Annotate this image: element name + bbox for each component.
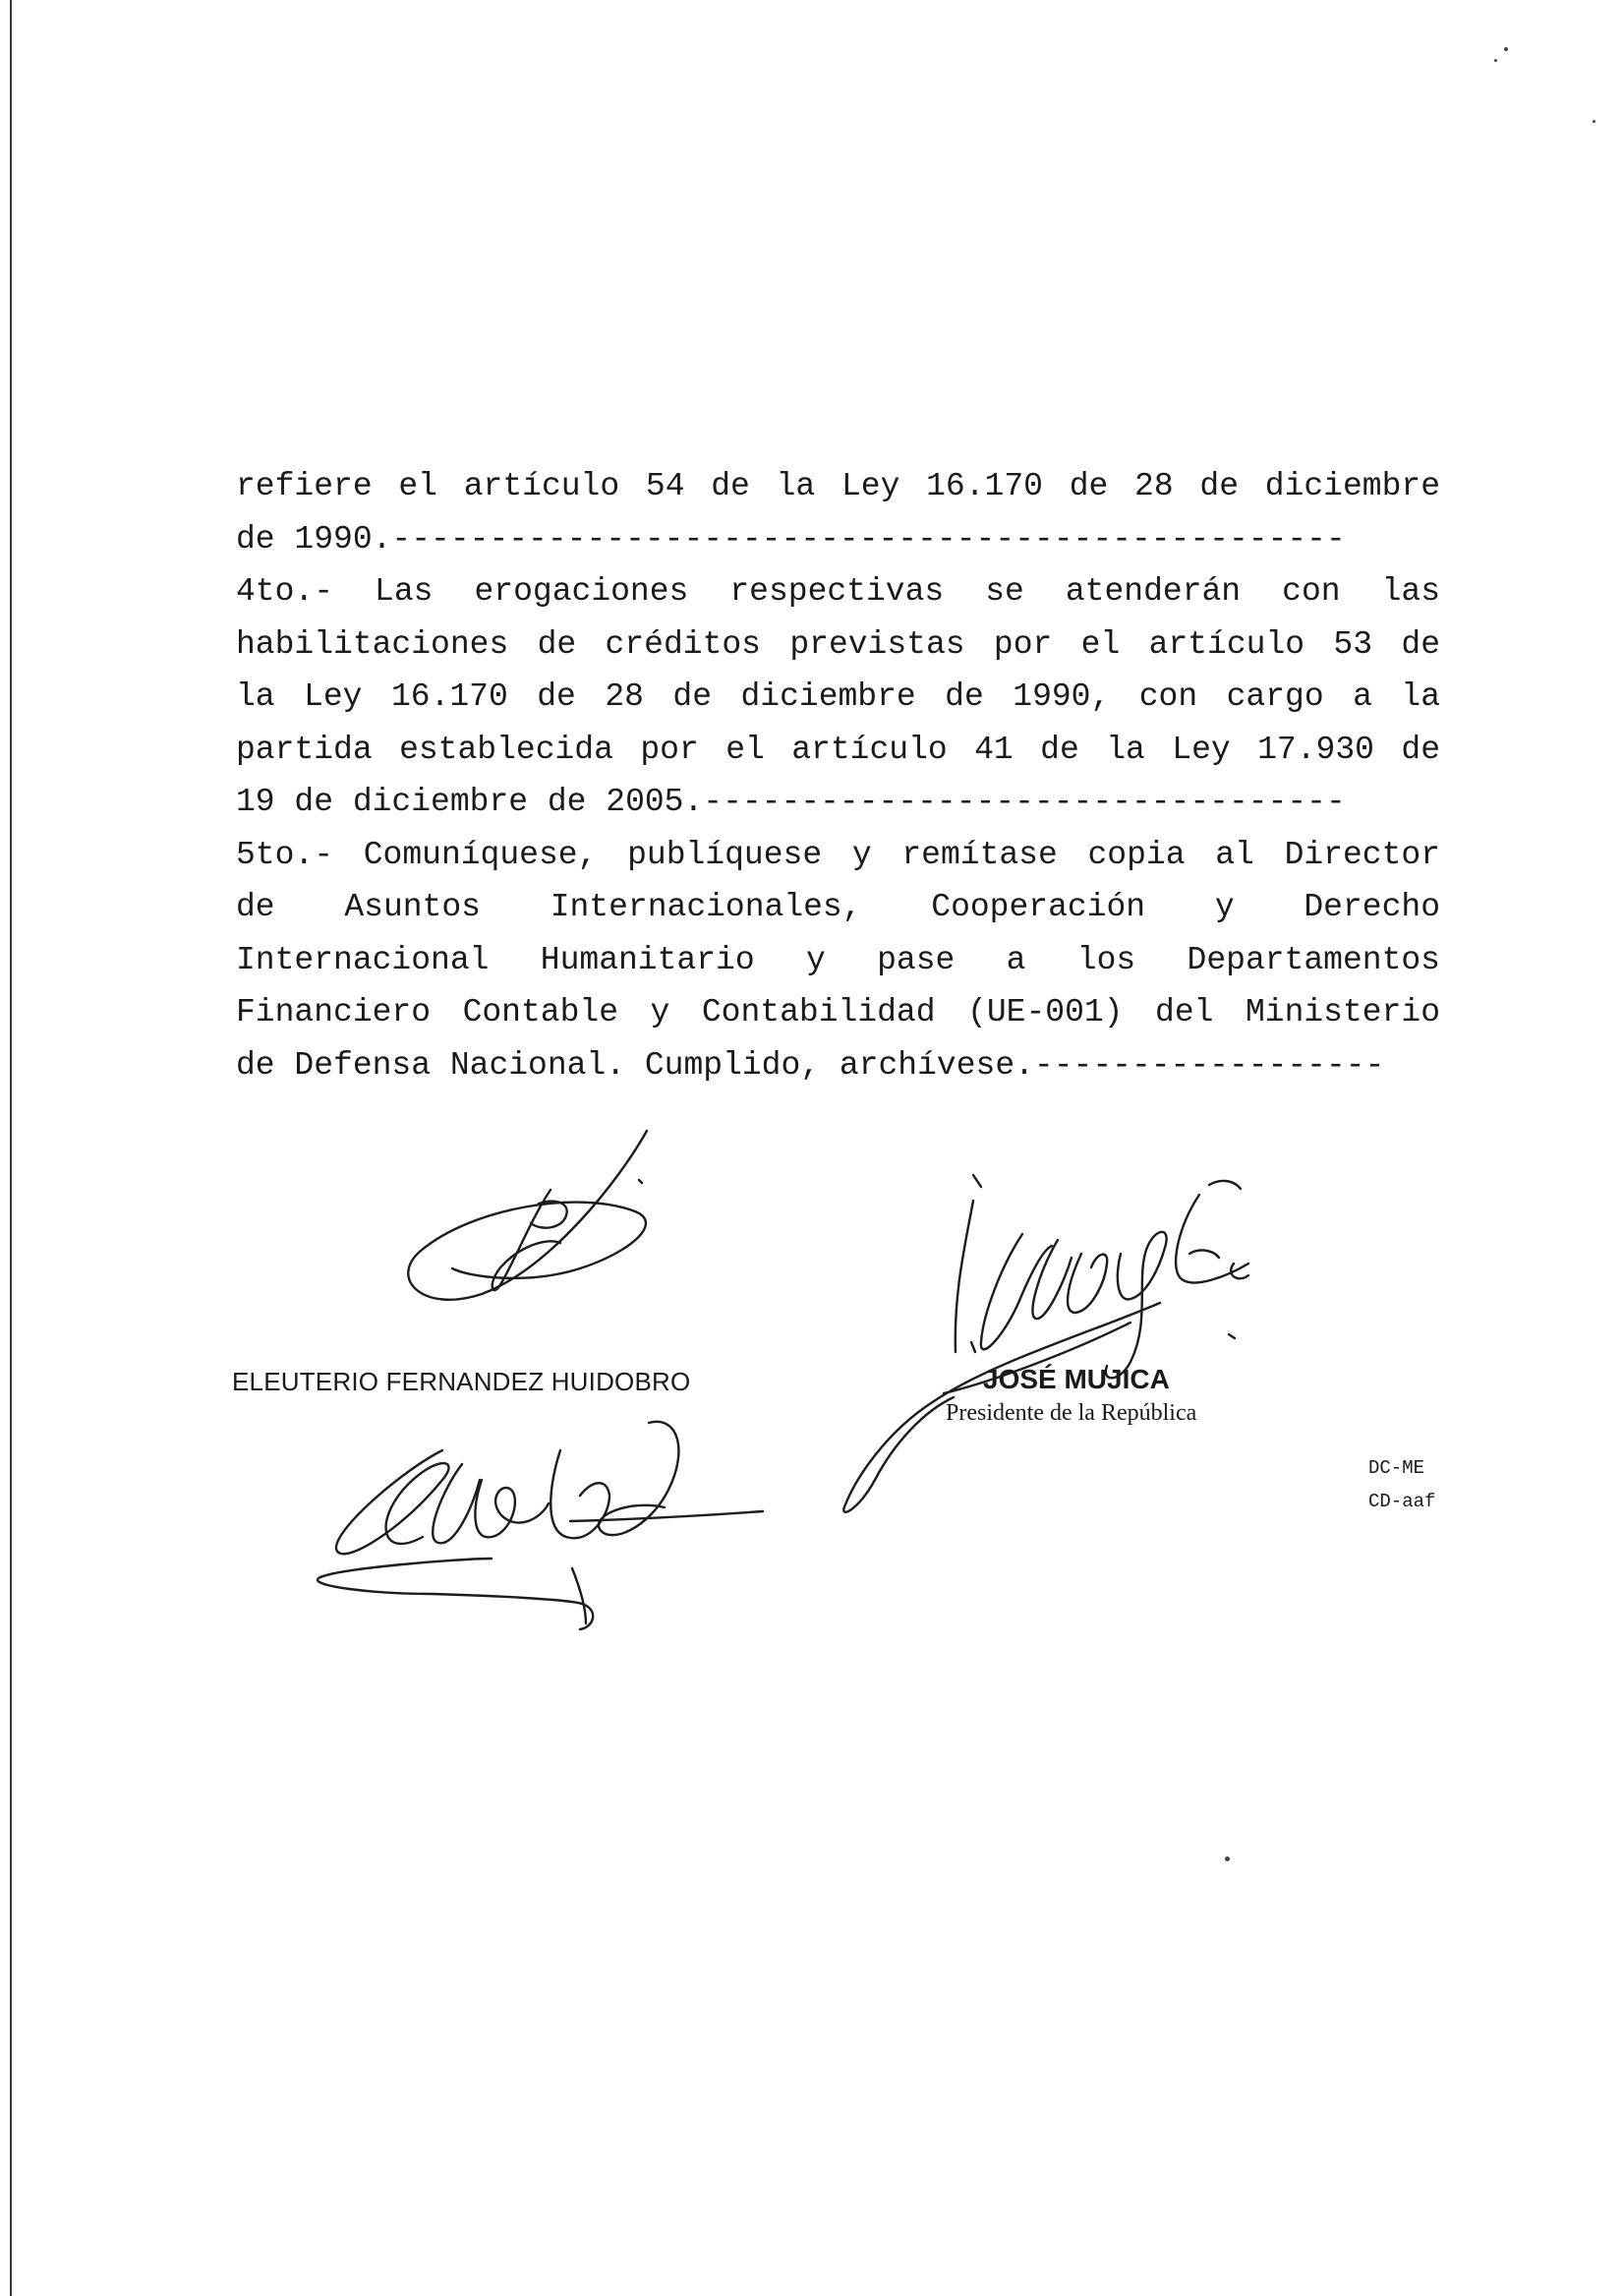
signatory-title-right: Presidente de la República: [946, 1400, 1197, 1426]
body-line-3: 4to.- Las erogaciones respectivas se atenderán con las: [236, 573, 1440, 610]
body-line-4: habilitaciones de créditos previstas por el artículo 53 de: [236, 625, 1440, 663]
signatory-name-left: ELEUTERIO FERNANDEZ HUIDOBRO: [232, 1367, 691, 1396]
scan-border-line: [10, 0, 12, 2296]
body-line-8: 5to.- Comuníquese, publíquese y remítase copia al Director: [236, 836, 1440, 873]
reference-code-2: CD-aaf: [1368, 1491, 1436, 1512]
body-line-11: Financiero Contable y Contabilidad (UE-001) del Ministerio: [236, 994, 1440, 1030]
signature-left-bottom: [315, 1421, 777, 1637]
body-line-10: Internacional Humanitario y pase a los Departamentos: [236, 941, 1440, 978]
decree-body-text: [236, 460, 1440, 1091]
signatory-name-right: JOSÉ MUJICA: [983, 1364, 1170, 1394]
body-line-6: partida establecida por el artículo 41 de la Ley 17.930 de: [236, 731, 1440, 768]
scan-speck: [1593, 120, 1595, 123]
body-line-2: de 1990.-------------------------------------------------: [236, 520, 1346, 558]
body-line-7: 19 de diciembre de 2005.---------------------------------: [236, 784, 1346, 820]
reference-code-1: DC-ME: [1368, 1457, 1425, 1479]
scan-speck: [1225, 1856, 1230, 1861]
scan-speck: [1504, 47, 1508, 51]
body-line-9: de Asuntos Internacionales, Cooperación y Derecho: [236, 889, 1440, 925]
body-line-5: la Ley 16.170 de 28 de diciembre de 1990, con cargo a la: [236, 678, 1440, 715]
body-line-1: refiere el artículo 54 de la Ley 16.170 de 28 de diciembre: [236, 468, 1440, 504]
signature-right: [836, 1165, 1268, 1509]
signature-left-top: [393, 1121, 649, 1318]
body-line-12: de Defensa Nacional. Cumplido, archívese.------------------: [236, 1046, 1385, 1084]
scan-speck: [1494, 59, 1497, 62]
